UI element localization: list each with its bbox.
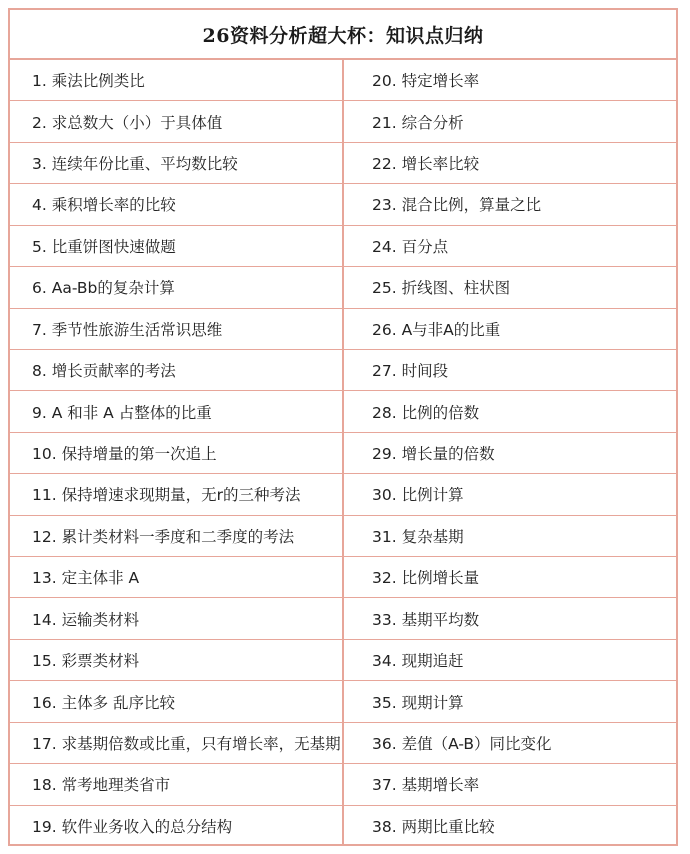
list-item: 9. A 和非 A 占整体的比重 xyxy=(10,391,342,432)
list-item: 38. 两期比重比较 xyxy=(372,817,495,836)
list-item: 12. 累计类材料一季度和二季度的考法 xyxy=(10,516,342,557)
list-item: 17. 求基期倍数或比重，只有增长率，无基期 xyxy=(10,723,342,764)
list-item: 29. 增长量的倍数 xyxy=(344,433,676,474)
list-item: 27. 时间段 xyxy=(344,350,676,391)
list-item: 16. 主体多 乱序比较 xyxy=(10,681,342,722)
right-column xyxy=(344,60,676,846)
list-item: 31. 复杂基期 xyxy=(344,516,676,557)
table-body xyxy=(10,60,676,846)
list-item: 21. 综合分析 xyxy=(344,101,676,142)
list-item: 7. 季节性旅游生活常识思维 xyxy=(10,309,342,350)
list-item: 5. 比重饼图快速做题 xyxy=(10,226,342,267)
list-item: 3. 连续年份比重、平均数比较 xyxy=(10,143,342,184)
list-item: 6. Aa-Bb的复杂计算 xyxy=(10,267,342,308)
page-title: 26资料分析超大杯：知识点归纳 xyxy=(10,10,676,60)
list-item: 26. A与非A的比重 xyxy=(344,309,676,350)
list-item: 35. 现期计算 xyxy=(344,681,676,722)
list-item: 24. 百分点 xyxy=(344,226,676,267)
list-item: 23. 混合比例，算量之比 xyxy=(344,184,676,225)
list-item: 34. 现期追赶 xyxy=(344,640,676,681)
list-item: 20. 特定增长率 xyxy=(344,60,676,101)
left-column xyxy=(10,60,344,846)
list-item: 13. 定主体非 A xyxy=(10,557,342,598)
list-item: 37. 基期增长率 xyxy=(344,764,676,805)
list-item: 4. 乘积增长率的比较 xyxy=(10,184,342,225)
list-item: 33. 基期平均数 xyxy=(344,598,676,639)
list-item: 15. 彩票类材料 xyxy=(10,640,342,681)
list-item: 32. 比例增长量 xyxy=(344,557,676,598)
list-item: 28. 比例的倍数 xyxy=(344,391,676,432)
list-item: 36. 差值（A-B）同比变化 xyxy=(344,723,676,764)
list-item: 2. 求总数大（小）于具体值 xyxy=(10,101,342,142)
list-item: 1. 乘法比例类比 xyxy=(10,60,342,101)
list-item: 14. 运输类材料 xyxy=(10,598,342,639)
list-item: 19. 软件业务收入的总分结构 xyxy=(32,817,233,836)
list-item: 10. 保持增量的第一次追上 xyxy=(10,433,342,474)
list-item: 18. 常考地理类省市 xyxy=(10,764,342,805)
list-item: 8. 增长贡献率的考法 xyxy=(10,350,342,391)
list-item: 30. 比例计算 xyxy=(344,474,676,515)
list-item: 25. 折线图、柱状图 xyxy=(344,267,676,308)
knowledge-table xyxy=(8,8,678,846)
list-item: 22. 增长率比较 xyxy=(344,143,676,184)
list-item: 11. 保持增速求现期量，无r的三种考法 xyxy=(10,474,342,515)
